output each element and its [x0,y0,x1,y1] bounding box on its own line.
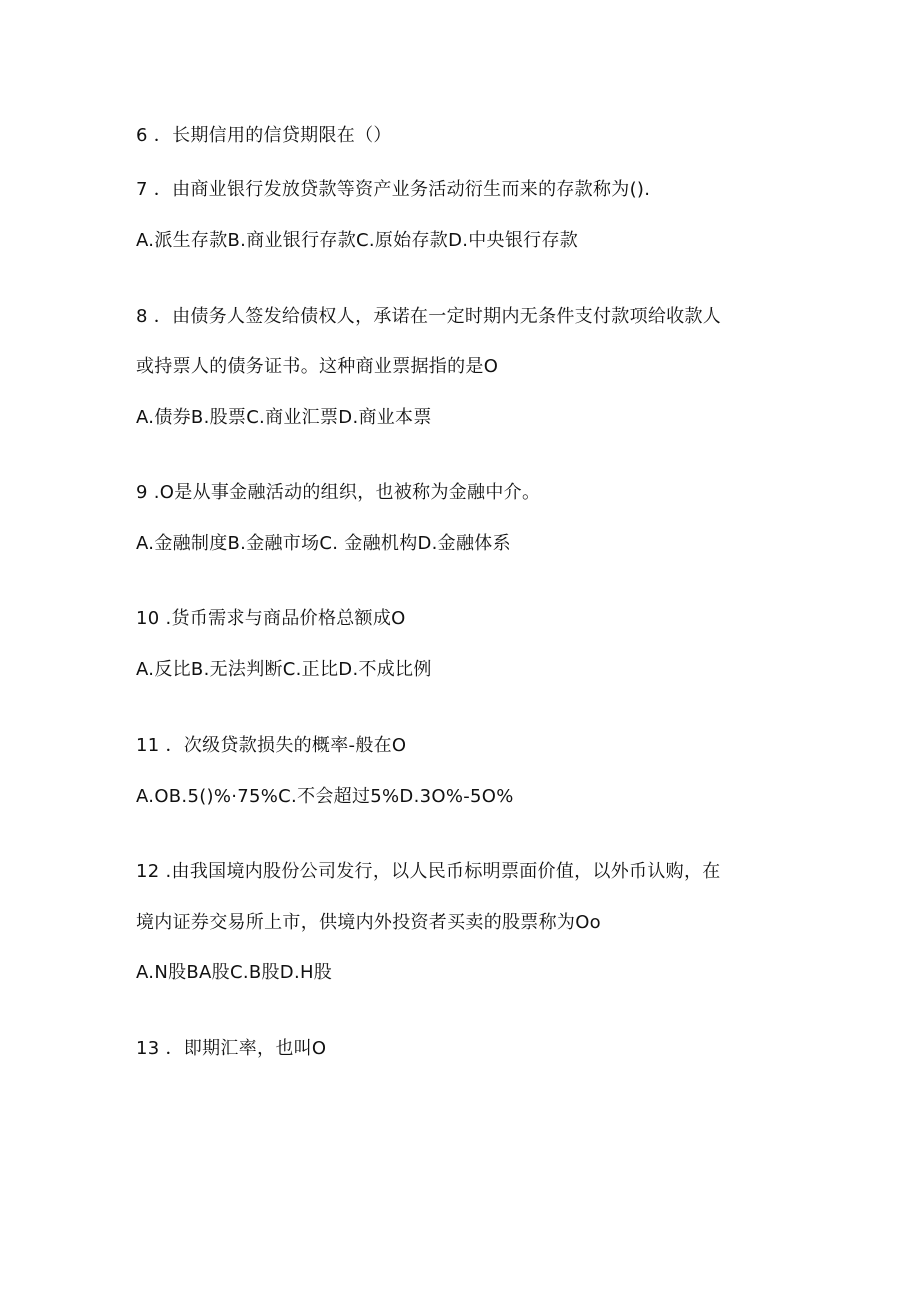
question-9-options: A.金融制度B.金融市场C. 金融机构D.金融体系 [136,533,511,554]
question-8-options: A.债券B.股票C.商业汇票D.商业本票 [136,407,432,428]
question-13-stem: 13 ．即期汇率，也叫O [136,1038,327,1059]
question-6-stem: 6 ．长期信用的信贷期限在（） [136,125,392,146]
question-10-stem: 10 .货币需求与商品价格总额成O [136,608,406,629]
question-12-options: A.N股BA股C.B股D.H股 [136,962,333,983]
question-11-stem: 11 ．次级贷款损失的概率-般在O [136,735,407,756]
question-11-options: A.OB.5()%·75%C.不会超过5%D.3O%-5O% [136,786,514,807]
question-7-options: A.派生存款B.商业银行存款C.原始存款D.中央银行存款 [136,230,579,251]
question-7-stem: 7 ．由商业银行发放贷款等资产业务活动衍生而来的存款称为(). [136,179,651,200]
question-10-options: A.反比B.无法判断C.正比D.不成比例 [136,659,432,680]
question-8-stem-line-1: 8 ．由债务人签发给债权人，承诺在一定时期内无条件支付款项给收款人 [136,306,722,327]
question-9-stem: 9 .O是从事金融活动的组织，也被称为金融中介。 [136,482,541,503]
question-12-stem-line-2: 境内证券交易所上市，供境内外投资者买卖的股票称为Oo [136,912,601,933]
question-12-stem-line-1: 12 .由我国境内股份公司发行，以人民币标明票面价值，以外币认购，在 [136,861,721,882]
question-8-stem-line-2: 或持票人的债务证书。这种商业票据指的是O [136,356,499,377]
